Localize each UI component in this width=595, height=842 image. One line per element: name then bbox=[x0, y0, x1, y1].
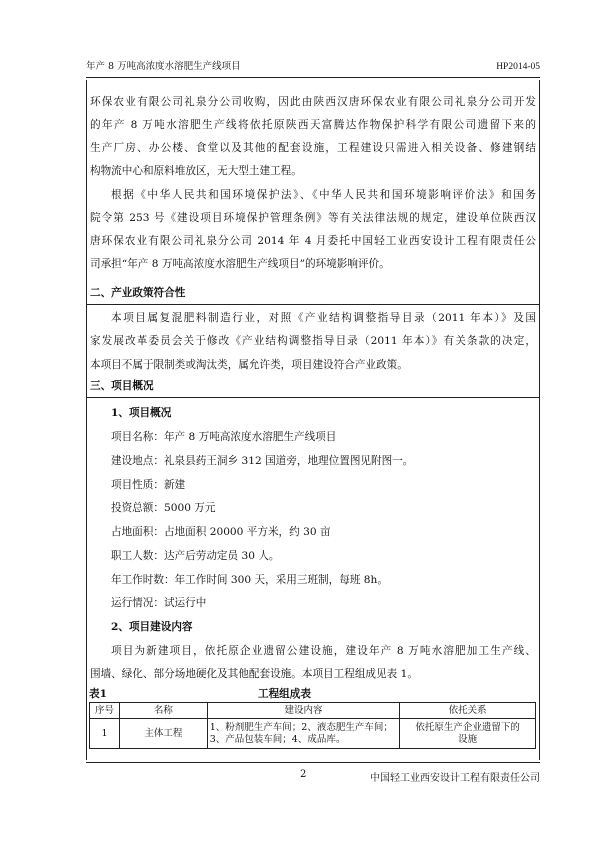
basis-line-1: 根据《中华人民共和国环境保护法》、《中华人民共和国环境影响评价法》和国务 bbox=[111, 189, 536, 201]
col-header-no: 序号 bbox=[90, 703, 120, 719]
footer-divider bbox=[86, 762, 540, 763]
section-divider bbox=[86, 397, 540, 398]
cell-name: 主体工程 bbox=[119, 719, 207, 749]
intro-line-1: 环保农业有限公司礼泉分公司收购，因此由陕西汉唐环保农业有限公司礼泉分公司开发 bbox=[90, 96, 536, 108]
subheading-content: 2、项目建设内容 bbox=[111, 621, 193, 633]
section-divider bbox=[86, 304, 540, 305]
basis-line-4: 司承担“年产 8 万吨高浓度水溶肥生产线项目”的环境影响评价。 bbox=[90, 258, 390, 270]
col-header-content: 建设内容 bbox=[207, 703, 400, 719]
cell-content bbox=[207, 719, 400, 749]
cell-content-line: 3、产品包装车间；4、成品库。 bbox=[209, 733, 346, 745]
intro-line-2: 的年产 8 万吨水溶肥生产线将依托原陕西天富腾达作物保护科学有限公司遗留下来的 bbox=[90, 119, 536, 131]
basis-line-2: 院令第 253 号《建设项目环境保护管理条例》等有关法律法规的规定，建设单位陕西汉 bbox=[90, 212, 536, 224]
overview-item: 项目性质：新建 bbox=[111, 479, 186, 491]
footer-company: 中国轻工业西安设计工程有限责任公司 bbox=[370, 773, 540, 784]
intro-line-4: 构物流中心和原料堆放区，无大型土建工程。 bbox=[90, 165, 302, 177]
policy-line-2: 家发展改革委员会关于修改《产业结构调整指导目录（2011 年本）》有关条款的决定， bbox=[90, 335, 536, 347]
engineering-table bbox=[89, 702, 536, 749]
intro-line-3: 生产厂房、办公楼、食堂以及其他的配套设施，工程建设只需进入相关设备、修建钢结 bbox=[90, 142, 536, 154]
overview-item: 项目名称：年产 8 万吨高浓度水溶肥生产线项目 bbox=[111, 431, 337, 443]
page-number: 2 bbox=[300, 769, 307, 780]
cell-relation-line: 依托原生产企业遗留下的 bbox=[415, 721, 520, 733]
table-label: 表1 bbox=[89, 688, 107, 700]
cell-relation-line: 设施 bbox=[458, 733, 478, 745]
policy-line-1: 本项目属复混肥料制造行业，对照《产业结构调整指导目录（2011 年本）》及国 bbox=[111, 312, 536, 324]
section-heading-policy: 二、产业政策符合性 bbox=[90, 287, 186, 299]
col-header-name: 名称 bbox=[119, 703, 207, 719]
content-line-1: 项目为新建项目，依托原企业遗留公建设施，建设年产 8 万吨水溶肥加工生产线、 bbox=[111, 645, 536, 657]
overview-item: 运行情况：试运行中 bbox=[111, 597, 207, 609]
content-line-2: 围墙、绿化、部分场地硬化及其他配套设施。本项目工程组成见表 1。 bbox=[90, 668, 418, 680]
overview-item: 建设地点：礼泉县药王洞乡 312 国道旁，地理位置图见附图一。 bbox=[111, 455, 414, 467]
section-heading-overview: 三、项目概况 bbox=[90, 380, 154, 392]
basis-line-3: 唐环保农业有限公司礼泉分公司 2014 年 4 月委托中国轻工业西安设计工程有限责任公 bbox=[90, 235, 536, 247]
table-title: 工程组成表 bbox=[258, 688, 311, 700]
overview-item: 年工作时数：年工作时间 300 天，采用三班制，每班 8h。 bbox=[111, 574, 388, 586]
overview-item: 投资总额：5000 万元 bbox=[111, 502, 216, 514]
header-title: 年产 8 万吨高浓度水溶肥生产线项目 bbox=[86, 61, 241, 72]
col-header-relation: 依托关系 bbox=[400, 703, 536, 719]
table-row bbox=[90, 719, 536, 749]
page-header bbox=[86, 57, 540, 78]
cell-no: 1 bbox=[90, 719, 120, 749]
policy-line-3: 本项目不属于限制类或淘汰类，属允许类，项目建设符合产业政策。 bbox=[90, 359, 408, 371]
overview-item: 占地面积：占地面积 20000 平方米，约 30 亩 bbox=[111, 526, 331, 538]
cell-content-line: 1、粉剂肥生产车间；2、液态肥生产车间； bbox=[209, 721, 393, 733]
cell-relation bbox=[400, 719, 536, 749]
overview-item: 职工人数：达产后劳动定员 30 人。 bbox=[111, 550, 280, 562]
table-header-row bbox=[90, 703, 536, 719]
subheading-overview: 1、项目概况 bbox=[111, 407, 172, 419]
header-code: HP2014-05 bbox=[496, 62, 540, 72]
